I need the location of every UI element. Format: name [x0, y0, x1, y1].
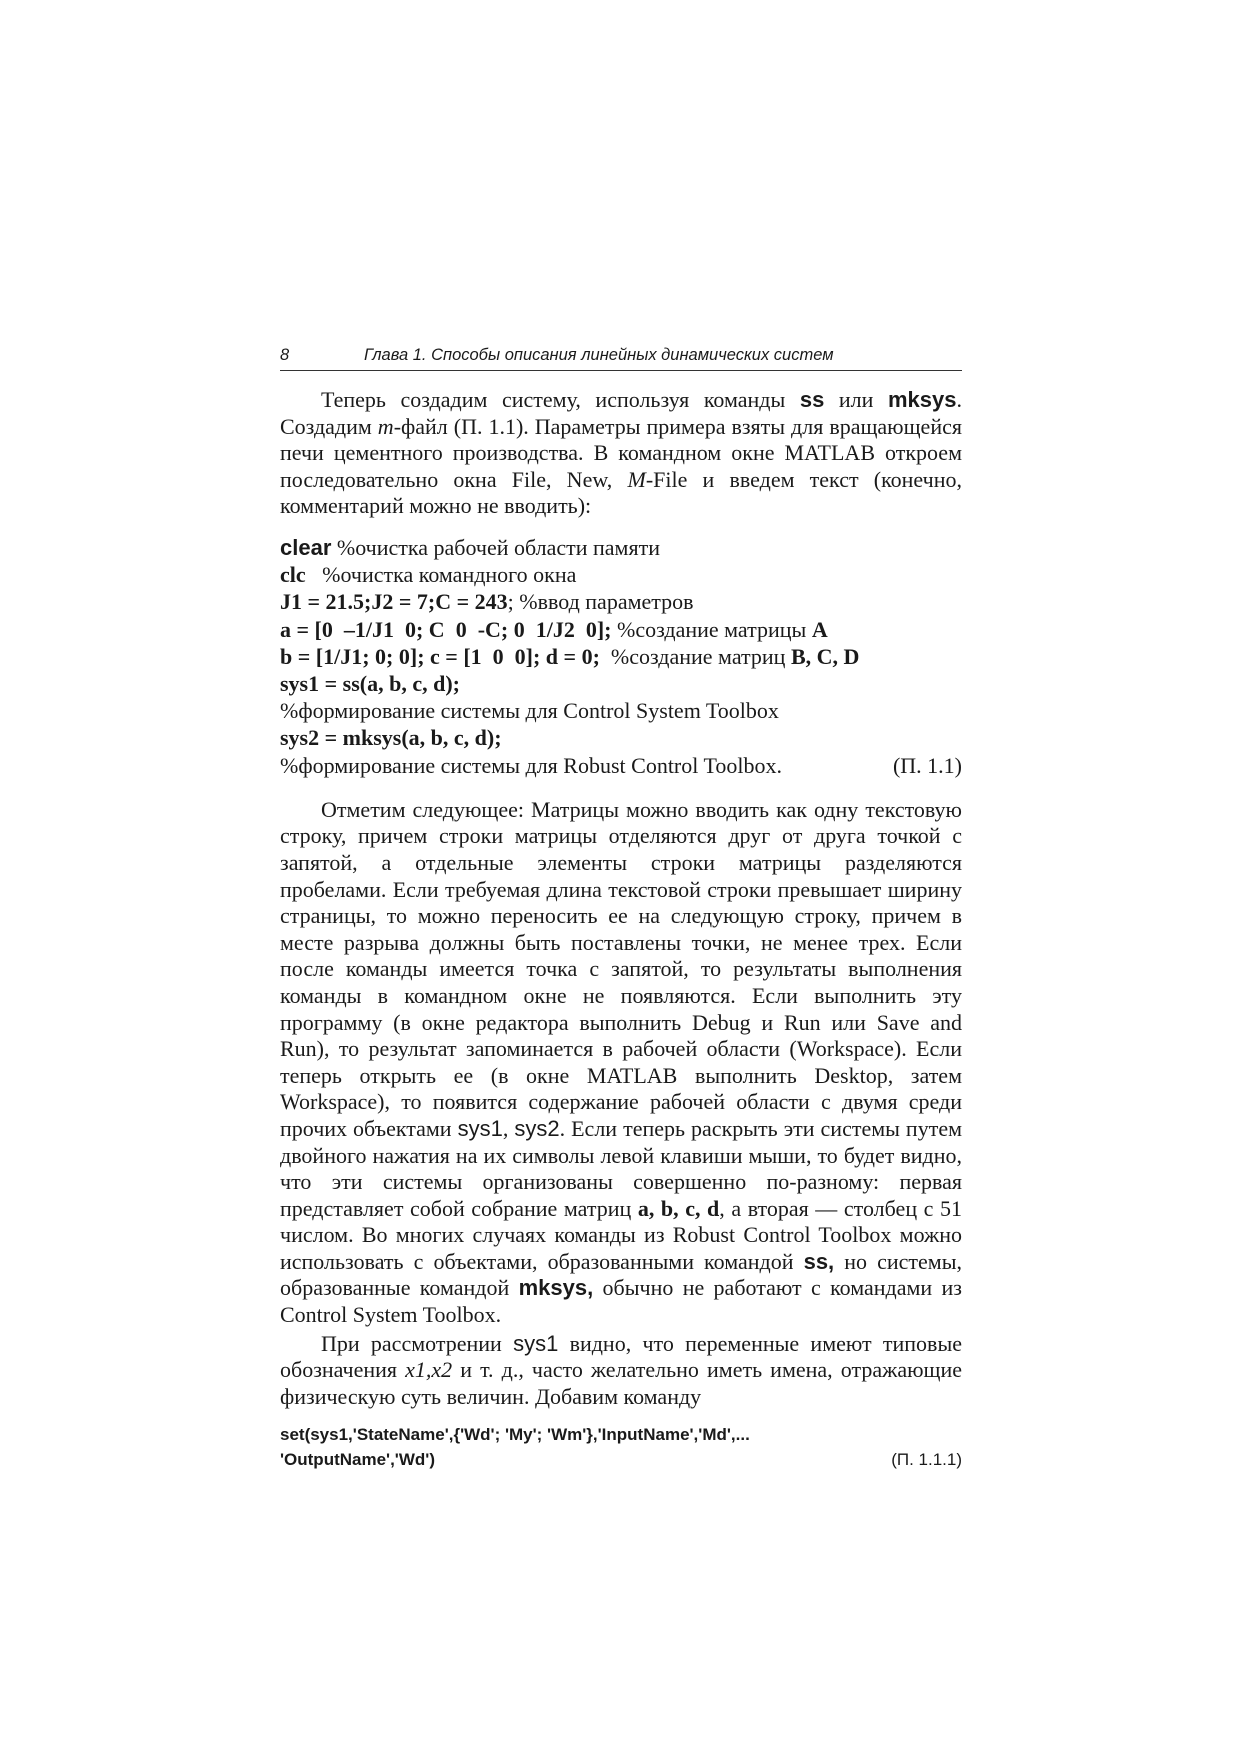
code-line: clear %очистка рабочей области памяти — [280, 534, 660, 560]
code-line: a = [0 –1/J1 0; C 0 -C; 0 1/J2 0]; %создание матрицы A — [280, 616, 828, 642]
code-line: %формирование системы для Control System Toolbox — [280, 698, 779, 724]
page-number: 8 — [280, 346, 290, 364]
set-command — [280, 1422, 962, 1472]
code-line: %формирование системы для Robust Control Toolbox. (П. 1.1) — [280, 752, 962, 778]
code-listing — [280, 534, 962, 779]
chapter-title: Глава 1. Способы описания линейных динамических систем — [364, 346, 834, 364]
paragraph-notes: Отметим следующее: Матрицы можно вводить как одну текстовую строку, причем строки матрицы отделяются друг от друга точкой с запятой, а отдельные элементы строки матрицы разделяются пробелами. Если требуемая длина текстовой строки превышает ширину страницы, то можно переносить ее на следующую строку, причем в месте разрыва должны быть поставлены точки, не менее трех. Если после команды имеется точка с запятой, то результаты выполнения команды в командном окне не появляются. Если выполнить эту программу (в окне редактора выполнить Debug и Run или Save and Run), то результат запоминается в рабочей области (Workspace). Если теперь открыть ее (в окне MATLAB выполнить Desktop, затем Workspace), то появится содержание рабочей области с двумя среди прочих объектами sys1, sys2. Если теперь раскрыть эти системы путем двойного нажатия на их символы левой клавиши мыши, то будет видно, что эти системы организованы совершенно по-разному: первая представляет собой собрание матриц a, b, c, d, а вторая — столбец с 51 числом. Во многих случаях команды из Robust Control Toolbox можно использовать с объектами, образованными командой ss, но системы, образованные командой mksys, обычно не работают с командами из Control System Toolbox. — [280, 796, 963, 1328]
code-line: b = [1/J1; 0; 0]; c = [1 0 0]; d = 0; %создание матриц B, C, D — [280, 643, 860, 669]
running-header — [280, 344, 962, 371]
command-line: 'OutputName','Wd') (П. 1.1.1) — [280, 1447, 962, 1472]
paragraph-names: При рассмотрении sys1 видно, что переменные имеют типовые обозначения x1,x2 и т. д., часто желательно иметь имена, отражающие физическую суть величин. Добавим команду — [280, 1330, 962, 1409]
paragraph-intro: Теперь создадим систему, используя команды ss или mksys. Создадим m-файл (П. 1.1). Параметры примера взяты для вращающейся печи цементного производства. В командном окне MATLAB откроем последовательно окна File, New, M-File и введем текст (конечно, комментарий можно не вводить): — [280, 387, 962, 519]
book-page — [280, 344, 962, 1472]
code-line: clc %очистка командного окна — [280, 562, 577, 588]
code-line: J1 = 21.5;J2 = 7;C = 243; %ввод параметров — [280, 589, 694, 615]
mksys-keyword: mksys — [887, 387, 957, 412]
ss-keyword: ss — [799, 387, 825, 412]
code-line: sys1 = ss(a, b, c, d); — [280, 670, 460, 696]
code-line: sys2 = mksys(a, b, c, d); — [280, 725, 502, 751]
equation-label: (П. 1.1.1) — [891, 1450, 962, 1470]
equation-label: (П. 1.1) — [892, 752, 962, 778]
command-line: set(sys1,'StateName',{'Wd'; 'My'; 'Wm'},'InputName','Md',... — [280, 1425, 750, 1445]
